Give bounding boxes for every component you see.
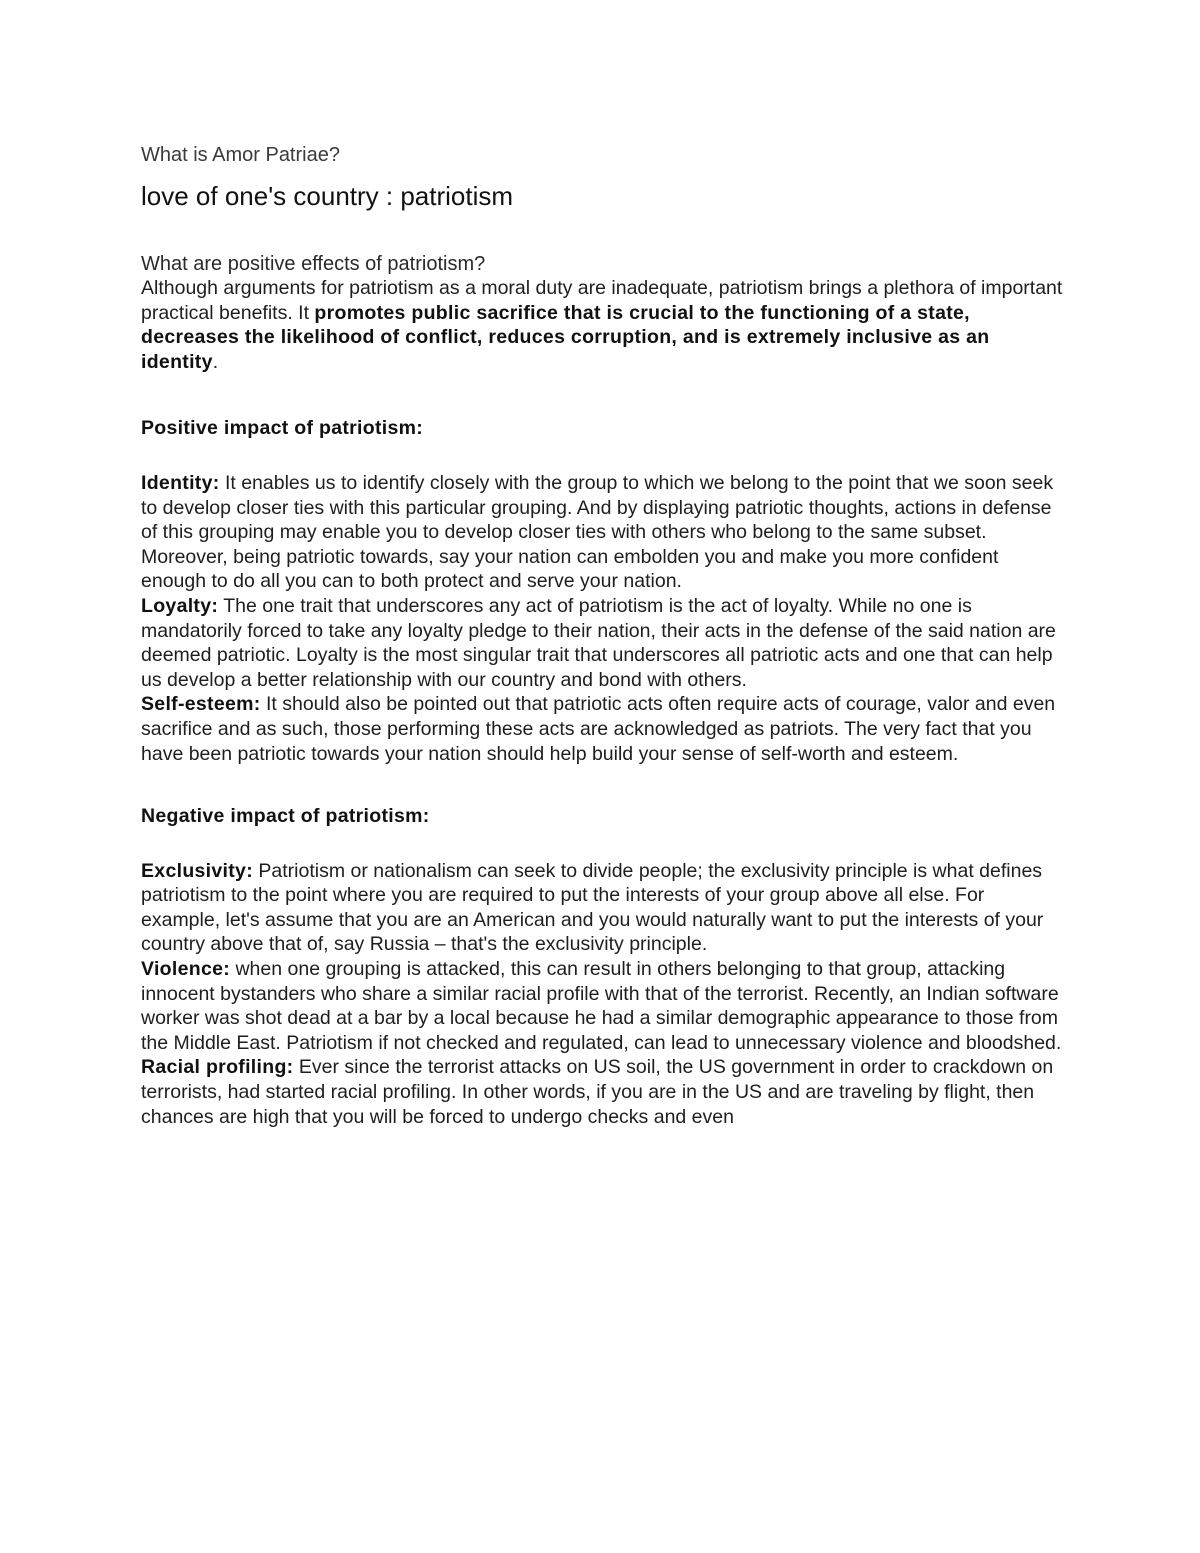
exclusivity-term: Exclusivity: (141, 859, 253, 882)
violence-text: when one grouping is attacked, this can result in others belonging to that group, attacking innocent bystanders who share a similar racial profile with that of the terrorist. Recently, an Indian software worker was shot dead at a bar by a local because he had a similar demographic appearance to those from the Middle East. Patriotism if not checked and regulated, can lead to unnecessary violence and bloodshed. (141, 958, 1062, 1054)
self-esteem-term: Self-esteem: (141, 693, 261, 716)
self-esteem-text: It should also be pointed out that patriotic acts often require acts of courage, valor and even sacrifice and as such, those performing these acts are acknowledged as patriots. The very fact that you have been patriotic towards your nation should help build your sense of self-worth and esteem. (141, 693, 1056, 765)
negative-impact-heading: Negative impact of patriotism: (141, 805, 430, 828)
violence-paragraph (141, 957, 1066, 1055)
document-content (141, 143, 1066, 1129)
intro-end: . (212, 350, 219, 373)
question-positive-effects: What are positive effects of patriotism? (141, 253, 486, 275)
exclusivity-paragraph (141, 859, 1066, 957)
loyalty-text: The one trait that underscores any act of patriotism is the act of loyalty. While no one is mandatorily forced to take any loyalty pledge to their nation, their acts in the defense of the said nation are deemed patriotic. Loyalty is the most singular trait that underscores all patriotic acts and one that can help us develop a better relationship with our country and bond with others. (141, 594, 1056, 691)
loyalty-paragraph (141, 594, 1066, 692)
identity-text: It enables us to identify closely with the group to which we belong to the point that we soon seek to develop closer ties with this particular grouping. And by displaying patriotic thoughts, actions in defense of this grouping may enable you to develop closer ties with others who belong to the same subset. Moreover, being patriotic towards, say your nation can embolden you and make you more confident enough to do all you can to both protect and serve your nation. (141, 471, 1054, 593)
intro-bold-text: promotes public sacrifice that is crucial to the functioning of a state, decreases the likelihood of conflict, reduces corruption, and is extremely inclusive as an identity (141, 301, 990, 373)
intro-paragraph (141, 276, 1066, 374)
question-amor-patriae: What is Amor Patriae? (141, 144, 340, 166)
answer-amor-patriae: love of one's country : patriotism (141, 181, 514, 211)
loyalty-term: Loyalty: (141, 594, 219, 617)
identity-term: Identity: (141, 471, 220, 494)
self-esteem-paragraph (141, 692, 1066, 766)
intro-text: Although arguments for patriotism as a moral duty are inadequate, patriotism brings a plethora of important practical benefits. It (141, 277, 1063, 324)
racial-profiling-text: Ever since the terrorist attacks on US soil, the US government in order to crackdown on terrorists, had started racial profiling. In other words, if you are in the US and are traveling by flight, then chances are high that you will be forced to undergo checks and even (141, 1056, 1054, 1128)
positive-impact-heading: Positive impact of patriotism: (141, 417, 424, 440)
exclusivity-text: Patriotism or nationalism can seek to divide people; the exclusivity principle is what defines patriotism to the point where you are required to put the interests of your group above all else. For example, let's assume that you are an American and you would naturally want to put the interests of your country above that of, say Russia – that's the exclusivity principle. (141, 859, 1044, 956)
racial-profiling-term: Racial profiling: (141, 1056, 294, 1079)
racial-profiling-paragraph (141, 1055, 1066, 1129)
violence-term: Violence: (141, 958, 231, 981)
identity-paragraph (141, 471, 1066, 594)
